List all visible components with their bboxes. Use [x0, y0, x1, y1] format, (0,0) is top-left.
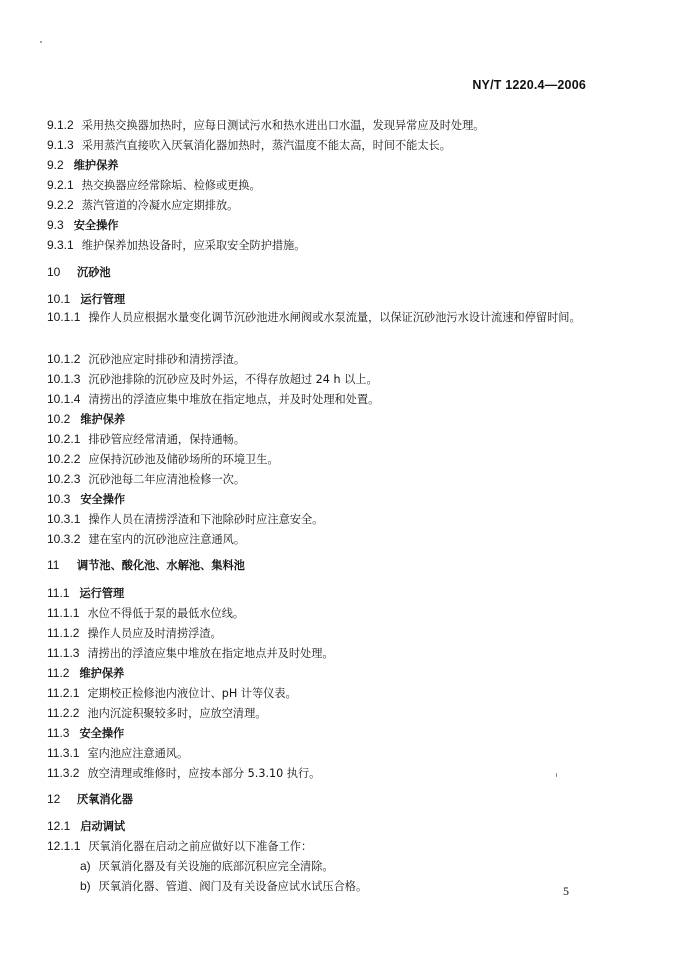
clause-number: 10.2.3 — [47, 472, 81, 486]
clause-number: 11.2 — [47, 666, 70, 680]
clause-text: 蒸汽管道的冷凝水应定期排放。 — [81, 199, 239, 212]
clause-10-1-2 — [47, 352, 245, 367]
section-number: 10 — [47, 265, 61, 279]
clause-number: 12.1.1 — [47, 839, 81, 853]
clause-11-3-1 — [47, 746, 188, 761]
section-12-heading — [47, 792, 133, 807]
scan-speck — [556, 773, 557, 777]
clause-number: 10.1.4 — [47, 392, 81, 406]
clause-12-1-1 — [47, 839, 312, 854]
heading-9-2 — [47, 158, 118, 173]
clause-number: 11.1.2 — [47, 626, 80, 640]
section-number: 11 — [47, 558, 60, 572]
heading-9-3 — [47, 218, 118, 233]
clause-number: 11.3.1 — [47, 746, 80, 760]
standard-code-header: NY/T 1220.4—2006 — [472, 78, 586, 92]
clause-text: 排砂管应经常清通，保持通畅。 — [88, 433, 246, 446]
clause-number: 10.2.2 — [47, 452, 81, 466]
clause-10-1-3 — [47, 372, 378, 387]
heading-text: 维护保养 — [73, 159, 119, 172]
clause-text: 清捞出的浮渣应集中堆放在指定地点并及时处理。 — [87, 647, 334, 660]
clause-text: 热交换器应经常除垢、检修或更换。 — [81, 179, 261, 192]
heading-10-2 — [47, 412, 125, 427]
item-text: 厌氧消化器及有关设施的底部沉积应完全清除。 — [98, 860, 334, 873]
list-item-b — [80, 879, 367, 894]
clause-number: 12.1 — [47, 819, 71, 833]
heading-text: 维护保养 — [79, 667, 125, 680]
section-11-heading — [47, 558, 245, 573]
clause-text: 维护保养加热设备时，应采取安全防护措施。 — [81, 239, 306, 252]
clause-text: 定期校正检修池内液位计、pH 计等仪表。 — [87, 687, 297, 700]
clause-number: 9.2.1 — [47, 178, 74, 192]
clause-number: 11.3 — [47, 726, 70, 740]
heading-text: 安全操作 — [80, 493, 126, 506]
heading-11-2 — [47, 666, 124, 681]
section-10-heading — [47, 265, 111, 280]
clause-text: 操作人员应根据水量变化调节沉砂池进水闸阀或水泵流量，以保证沉砂池污水设计流速和停留时间。 — [88, 311, 581, 324]
clause-9-2-2 — [47, 198, 238, 213]
clause-text: 建在室内的沉砂池应注意通风。 — [88, 533, 246, 546]
clause-10-3-1 — [47, 512, 323, 527]
clause-text: 操作人员应及时清捞浮渣。 — [87, 627, 222, 640]
clause-number: 9.1.2 — [47, 118, 74, 132]
clause-number: 10.1.3 — [47, 372, 81, 386]
heading-12-1 — [47, 819, 125, 834]
heading-text: 安全操作 — [73, 219, 119, 232]
clause-text: 应保持沉砂池及储砂场所的环境卫生。 — [88, 453, 279, 466]
clause-number: 10.1.1 — [47, 310, 81, 324]
clause-11-2-1 — [47, 686, 297, 701]
item-text: 厌氧消化器、管道、阀门及有关设备应试水试压合格。 — [98, 880, 368, 893]
clause-number: 11.2.2 — [47, 706, 80, 720]
clause-10-3-2 — [47, 532, 245, 547]
item-marker: b) — [80, 879, 91, 893]
clause-text: 室内池应注意通风。 — [87, 747, 189, 760]
clause-number: 10.1.2 — [47, 352, 81, 366]
clause-number: 9.2.2 — [47, 198, 74, 212]
clause-text: 采用热交换器加热时，应每日测试污水和热水进出口水温，发现异常应及时处理。 — [81, 119, 485, 132]
page-number: 5 — [563, 884, 569, 898]
heading-10-1 — [47, 292, 125, 307]
scan-speck — [40, 41, 42, 43]
list-item-a — [80, 859, 334, 874]
heading-text: 运行管理 — [80, 293, 126, 306]
clause-10-2-2 — [47, 452, 279, 467]
clause-11-1-2 — [47, 626, 222, 641]
clause-10-2-1 — [47, 432, 245, 447]
clause-9-2-1 — [47, 178, 261, 193]
clause-number: 11.1 — [47, 586, 70, 600]
clause-number: 9.2 — [47, 158, 64, 172]
clause-text: 清捞出的浮渣应集中堆放在指定地点，并及时处理和处置。 — [88, 393, 380, 406]
heading-11-1 — [47, 586, 124, 601]
clause-text: 沉砂池排除的沉砂应及时外运，不得存放超过 24 h 以上。 — [88, 373, 378, 386]
clause-number: 11.1.3 — [47, 646, 80, 660]
heading-11-3 — [47, 726, 124, 741]
heading-10-3 — [47, 492, 125, 507]
clause-number: 10.3.2 — [47, 532, 81, 546]
clause-number: 9.3 — [47, 218, 64, 232]
heading-text: 启动调试 — [80, 820, 126, 833]
clause-text: 沉砂池每二年应清池检修一次。 — [88, 473, 246, 486]
section-number: 12 — [47, 792, 61, 806]
clause-10-1-1 — [47, 307, 587, 328]
clause-number: 11.3.2 — [47, 766, 80, 780]
clause-11-1-3 — [47, 646, 334, 661]
heading-text: 运行管理 — [79, 587, 125, 600]
clause-9-1-2 — [47, 118, 484, 133]
clause-number: 11.1.1 — [47, 606, 80, 620]
clause-text: 操作人员在清捞浮渣和下池除砂时应注意安全。 — [88, 513, 324, 526]
clause-9-1-3 — [47, 138, 451, 153]
item-marker: a) — [80, 859, 91, 873]
clause-11-2-2 — [47, 706, 267, 721]
clause-text: 池内沉淀积聚较多时，应放空清理。 — [87, 707, 267, 720]
section-title: 调节池、酸化池、水解池、集料池 — [77, 559, 245, 572]
clause-text: 厌氧消化器在启动之前应做好以下准备工作： — [88, 840, 313, 853]
clause-text: 放空清理或维修时，应按本部分 5.3.10 执行。 — [87, 767, 321, 780]
clause-number: 10.1 — [47, 292, 71, 306]
heading-text: 维护保养 — [80, 413, 126, 426]
clause-text: 沉砂池应定时排砂和清捞浮渣。 — [88, 353, 246, 366]
clause-9-3-1 — [47, 238, 305, 253]
clause-number: 10.2.1 — [47, 432, 81, 446]
clause-text: 水位不得低于泵的最低水位线。 — [87, 607, 245, 620]
section-title: 厌氧消化器 — [77, 793, 133, 806]
clause-number: 10.2 — [47, 412, 71, 426]
clause-number: 10.3 — [47, 492, 71, 506]
clause-number: 11.2.1 — [47, 686, 80, 700]
clause-text: 采用蒸汽直接吹入厌氧消化器加热时，蒸汽温度不能太高，时间不能太长。 — [81, 139, 451, 152]
clause-10-2-3 — [47, 472, 245, 487]
clause-number: 9.1.3 — [47, 138, 74, 152]
clause-number: 9.3.1 — [47, 238, 74, 252]
clause-number: 10.3.1 — [47, 512, 81, 526]
section-title: 沉砂池 — [77, 266, 111, 279]
clause-11-1-1 — [47, 606, 244, 621]
clause-11-3-2 — [47, 766, 320, 781]
heading-text: 安全操作 — [79, 727, 125, 740]
clause-10-1-4 — [47, 392, 379, 407]
